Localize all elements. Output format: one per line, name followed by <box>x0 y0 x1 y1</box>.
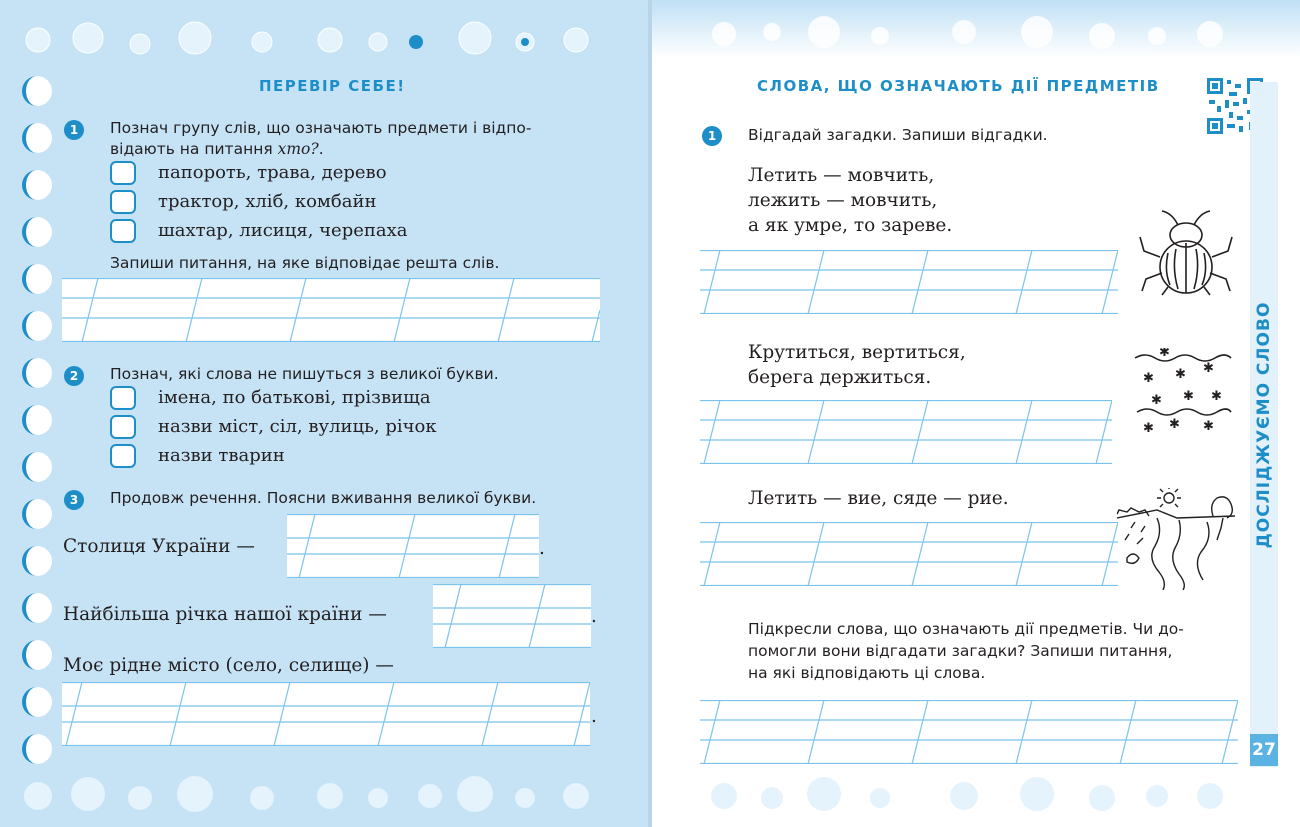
underline-task-line: на які відповідають ці слова. <box>748 664 986 682</box>
binder-hole <box>22 546 52 576</box>
riddle-1 <box>748 163 952 238</box>
answer-lines-hometown[interactable] <box>62 682 590 746</box>
task1-answer-lines[interactable] <box>62 278 600 342</box>
svg-text:✱: ✱ <box>1159 348 1170 360</box>
decorative-border-top <box>0 14 648 64</box>
binder-hole <box>22 76 52 106</box>
underline-task-line: помогли вони відгадати загадки? Запиши питання, <box>748 642 1173 660</box>
svg-text:✱: ✱ <box>1175 367 1186 382</box>
task1-option2-label: трактор, хліб, комбайн <box>158 191 377 212</box>
task-number-1: 1 <box>64 120 84 140</box>
binder-hole <box>22 593 52 623</box>
right-task1-text: Відгадай загадки. Запиши відгадки. <box>748 126 1048 144</box>
task1-instruction: Запиши питання, на яке відповідає решта слів. <box>110 254 500 272</box>
binder-hole <box>22 687 52 717</box>
task-number-1-right: 1 <box>702 126 722 146</box>
svg-text:✱: ✱ <box>1183 389 1194 404</box>
task2-option3-checkbox[interactable] <box>110 444 136 468</box>
answer-lines-river[interactable] <box>433 584 591 648</box>
binder-hole <box>22 311 52 341</box>
svg-text:✱: ✱ <box>1143 371 1154 386</box>
task2-option1-checkbox[interactable] <box>110 386 136 410</box>
page-number: 27 <box>1250 734 1278 766</box>
binder-hole <box>22 217 52 247</box>
landscape-illustration <box>1117 488 1237 594</box>
binder-hole <box>22 170 52 200</box>
task2-option2-label: назви міст, сіл, вулиць, річок <box>158 416 437 437</box>
riddle-3 <box>748 486 1009 511</box>
left-page-title: ПЕРЕВІР СЕБЕ! <box>259 77 406 95</box>
task1-option3-checkbox[interactable] <box>110 219 136 243</box>
riddle-3-line: Летить — вие, сяде — рие. <box>748 488 1009 509</box>
svg-text:✱: ✱ <box>1203 419 1214 434</box>
svg-text:✱: ✱ <box>1151 393 1162 408</box>
task1-text-line1: Познач групу слів, що означають предмети і відпо- <box>110 119 532 137</box>
task1-text <box>110 118 610 160</box>
task2-option3-label: назви тварин <box>158 445 285 466</box>
riddle-2 <box>748 340 966 390</box>
binder-hole <box>22 499 52 529</box>
sentence-river: Найбільша річка нашої країни — <box>63 604 387 625</box>
task2-option1-label: імена, по батькові, прізвища <box>158 387 431 408</box>
decorative-border-top-right <box>652 0 1300 58</box>
period-hometown: . <box>591 706 597 727</box>
period-capital: . <box>539 538 545 559</box>
riddle-2-line: берега держиться. <box>748 367 932 388</box>
underline-task-answer-lines[interactable] <box>700 700 1238 764</box>
riddle-2-answer-lines[interactable] <box>700 400 1112 464</box>
binder-hole <box>22 405 52 435</box>
task1-option3-label: шахтар, лисиця, черепаха <box>158 220 408 241</box>
decorative-border-bottom <box>0 772 648 822</box>
task1-option2-checkbox[interactable] <box>110 190 136 214</box>
beetle-illustration <box>1138 207 1234 301</box>
decorative-border-bottom-right <box>652 772 1300 822</box>
binder-hole <box>22 358 52 388</box>
svg-text:✱: ✱ <box>1169 417 1180 432</box>
binder-hole <box>22 123 52 153</box>
riddle-3-answer-lines[interactable] <box>700 522 1118 586</box>
svg-text:✱: ✱ <box>1203 361 1214 376</box>
answer-lines-capital[interactable] <box>287 514 539 578</box>
binder-hole <box>22 264 52 294</box>
binder-hole <box>22 452 52 482</box>
task1-option1-label: папороть, трава, дерево <box>158 162 387 183</box>
riddle-1-line: Летить — мовчить, <box>748 165 935 186</box>
svg-text:✱: ✱ <box>1143 421 1154 436</box>
right-page-title: СЛОВА, ЩО ОЗНАЧАЮТЬ ДІЇ ПРЕДМЕТІВ <box>757 77 1160 95</box>
task1-option1-checkbox[interactable] <box>110 161 136 185</box>
sentence-capital: Столиця України — <box>63 536 255 557</box>
underline-task-text <box>748 618 1184 684</box>
task2-text: Познач, які слова не пишуться з великої букви. <box>110 365 499 383</box>
snowfall-illustration <box>1133 348 1233 442</box>
underline-task-line: Підкресли слова, що означають дії предметів. Чи до- <box>748 620 1184 638</box>
svg-text:✱: ✱ <box>1211 389 1222 404</box>
riddle-1-line: лежить — мовчить, <box>748 190 938 211</box>
sentence-hometown: Моє рідне місто (село, селище) — <box>63 655 394 676</box>
task-number-3: 3 <box>64 490 84 510</box>
binder-hole <box>22 734 52 764</box>
binder-hole <box>22 640 52 670</box>
task2-option2-checkbox[interactable] <box>110 415 136 439</box>
riddle-1-answer-lines[interactable] <box>700 250 1118 314</box>
task-number-2: 2 <box>64 366 84 386</box>
riddle-1-line: а як умре, то зареве. <box>748 215 953 236</box>
period-river: . <box>591 606 597 627</box>
task1-text-line2: відають на питання хто?. <box>110 140 324 158</box>
side-section-title: ДОСЛІДЖУЄМО СЛОВО <box>1254 301 1274 549</box>
task3-text: Продовж речення. Поясни вживання великої букви. <box>110 489 537 507</box>
riddle-2-line: Крутиться, вертиться, <box>748 342 966 363</box>
